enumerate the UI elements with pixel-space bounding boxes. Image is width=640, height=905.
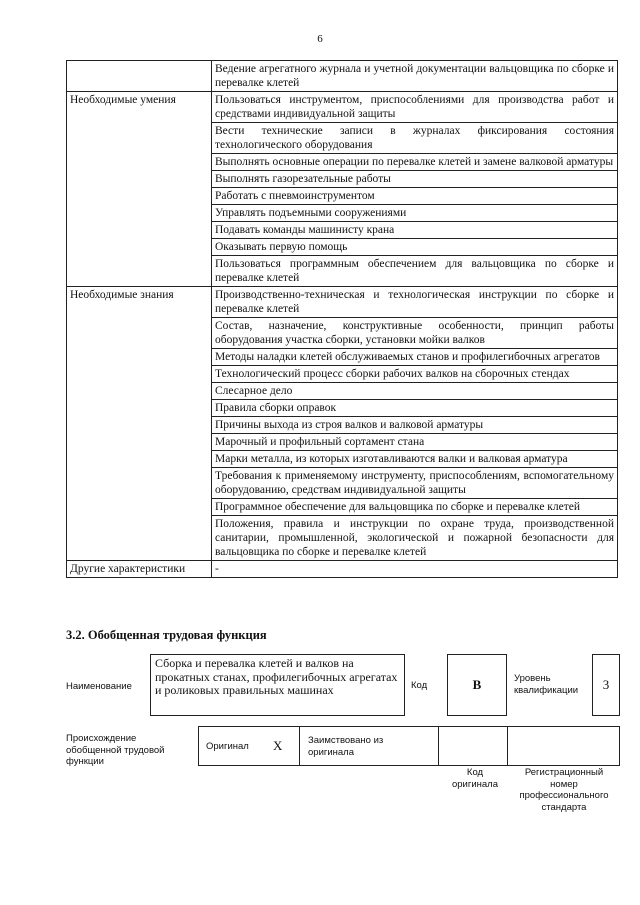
row-item: Подавать команды машинисту крана — [212, 222, 618, 239]
row-item: Состав, назначение, конструктивные особенности, принцип работы оборудования участка сборки, установки мойки валков — [212, 318, 618, 349]
code-original-caption: Код оригинала — [451, 767, 498, 790]
row-label-skills: Необходимые умения — [67, 92, 212, 287]
section-title: 3.2. Обобщенная трудовая функция — [66, 628, 267, 642]
name-box — [150, 654, 405, 716]
row-item: Пользоваться программным обеспечением для вальцовщика по сборке и перевалке клетей — [212, 256, 618, 287]
name-label: Наименование — [66, 681, 132, 692]
code-original-box — [438, 726, 508, 766]
borrowed-box — [299, 726, 439, 766]
row-item: Марки металла, из которых изготавливаются валки и валковая арматура — [212, 451, 618, 468]
code-box — [447, 654, 507, 716]
code-value: B — [472, 677, 482, 692]
row-label-other: Другие характеристики — [67, 561, 212, 578]
original-box — [198, 726, 300, 766]
requirements-table — [66, 60, 618, 578]
level-value: 3 — [602, 677, 610, 692]
original-mark: X — [273, 738, 283, 753]
row-item: Марочный и профильный сортамент стана — [212, 434, 618, 451]
reg-number-box — [507, 726, 620, 766]
row-item: Слесарное дело — [212, 383, 618, 400]
row-item: Требования к применяемому инструменту, приспособлениям, вспомогательному оборудованию, средствам индивидуальной защиты — [212, 468, 618, 499]
row-item: Оказывать первую помощь — [212, 239, 618, 256]
row-item: Положения, правила и инструкции по охране труда, производственной санитарии, промышленной, экологической и пожарной безопасности для вальцовщика по сборке и перевалке клетей — [212, 516, 618, 561]
reg-number-caption: Регистрационный номер профессионального стандарта — [519, 767, 609, 813]
origin-label: Происхождение обобщенной трудовой функции — [66, 733, 165, 767]
table-row — [67, 561, 618, 578]
row-item: Правила сборки оправок — [212, 400, 618, 417]
borrowed-label: Заимствовано из оригинала — [308, 735, 384, 758]
row-item: Пользоваться инструментом, приспособлениями для производства работ и средствами индивидуальной защиты — [212, 92, 618, 123]
row-label — [67, 61, 212, 92]
page-number: 6 — [317, 33, 323, 45]
row-item: Управлять подъемными сооружениями — [212, 205, 618, 222]
original-label: Оригинал — [206, 741, 249, 752]
table-row — [67, 287, 618, 318]
row-item: Выполнять основные операции по перевалке клетей и замене валковой арматуры — [212, 154, 618, 171]
table-row — [67, 61, 618, 92]
level-box — [592, 654, 620, 716]
name-value: Сборка и перевалка клетей и валков на прокатных станах, профилегибочных агрегатах и роликовых правильных машинах — [155, 656, 398, 697]
row-item: Работать с пневмоинструментом — [212, 188, 618, 205]
row-item: Причины выхода из строя валков и валковой арматуры — [212, 417, 618, 434]
row-label-knowledge: Необходимые знания — [67, 287, 212, 561]
row-item: Программное обеспечение для вальцовщика по сборке и перевалке клетей — [212, 499, 618, 516]
row-item: - — [212, 561, 618, 578]
level-label: Уровень квалификации — [514, 673, 579, 696]
code-label: Код — [411, 680, 428, 691]
row-item: Выполнять газорезательные работы — [212, 171, 618, 188]
row-item: Производственно-техническая и технологическая инструкции по сборке и перевалке клетей — [212, 287, 618, 318]
row-item: Методы наладки клетей обслуживаемых станов и профилегибочных агрегатов — [212, 349, 618, 366]
row-item: Технологический процесс сборки рабочих валков на сборочных стендах — [212, 366, 618, 383]
row-item: Вести технические записи в журналах фиксирования состояния технологического оборудования — [212, 123, 618, 154]
row-item: Ведение агрегатного журнала и учетной документации вальцовщика по сборке и перевалке клетей — [212, 61, 618, 92]
table-row — [67, 92, 618, 123]
